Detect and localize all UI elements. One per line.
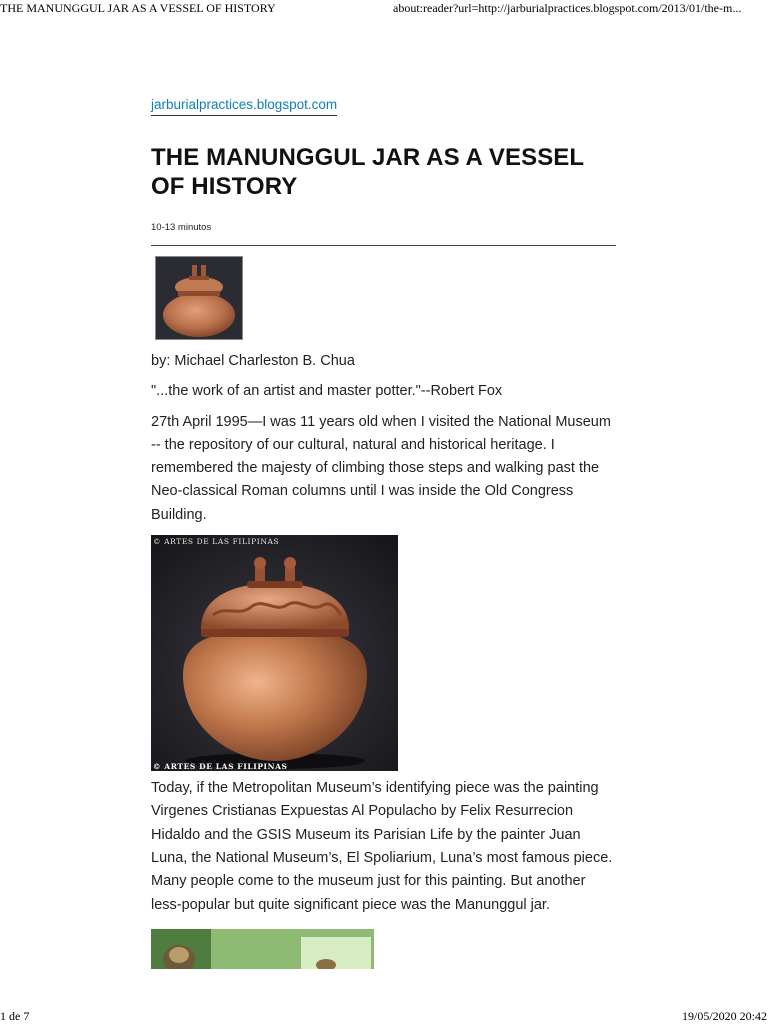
- manunggul-jar-illustration: [151, 535, 398, 771]
- reader-view-article: [151, 96, 616, 969]
- print-page-title: THE MANUNGGUL JAR AS A VESSEL OF HISTORY: [0, 1, 276, 15]
- image-watermark-bottom: © ARTES DE LAS FILIPINAS: [153, 762, 288, 772]
- header-divider: [151, 245, 616, 246]
- jar-thumbnail-illustration: [156, 257, 242, 339]
- reading-time: 10-13 minutos: [151, 222, 212, 233]
- article-title: THE MANUNGGUL JAR AS A VESSEL OF HISTORY: [151, 144, 584, 200]
- print-footer: [0, 1009, 768, 1024]
- article-epigraph-quote: "...the work of an artist and master potter."--Robert Fox: [151, 383, 503, 400]
- article-paragraph-2: Today, if the Metropolitan Museum’s identifying piece was the painting Virgenes Cristianas Expuestas Al Populacho by Felix Resurrecion Hidaldo and the GSIS Museum its Parisian Life by the painter Juan Luna, the National Museum’s, El Spoliarium, Luna’s most famous piece. Many people come to the museum just for this painting. But another less-popular but quite significant piece was the Manunggul jar.: [151, 780, 613, 913]
- article-paragraph-1: 27th April 1995—I was 11 years old when I visited the National Museum -- the repository of our cultural, natural and historical heritage. I remembered the majesty of climbing those steps and walking past the Neo-classical Roman columns until I was inside the Old Congress Building.: [151, 413, 611, 523]
- article-byline: by: Michael Charleston B. Chua: [151, 353, 355, 369]
- print-url: about:reader?url=http://jarburialpractices.blogspot.com/2013/01/the-m...: [393, 1, 742, 15]
- jar-thumbnail-image[interactable]: [155, 256, 243, 340]
- print-datetime: 19/05/2020 20:42: [681, 1009, 767, 1023]
- museum-display-image[interactable]: [151, 929, 374, 969]
- manunggul-jar-image[interactable]: [151, 535, 398, 771]
- image-watermark-top: © ARTES DE LAS FILIPINAS: [153, 537, 280, 547]
- source-domain-link[interactable]: jarburialpractices.blogspot.com: [151, 97, 337, 116]
- museum-display-illustration: [151, 929, 374, 969]
- print-header: [0, 0, 768, 16]
- print-page-number: 1 de 7: [0, 1009, 30, 1023]
